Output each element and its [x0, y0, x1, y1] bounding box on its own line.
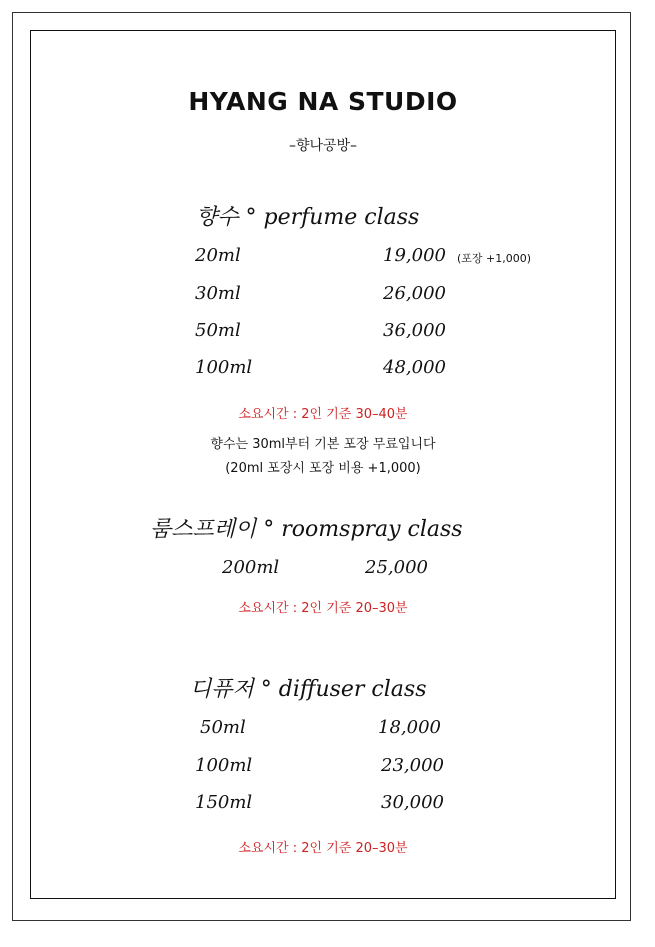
- diffuser-price-50ml: 18,000: [378, 717, 441, 738]
- diffuser-size-50ml: 50ml: [200, 717, 246, 738]
- roomspray-class-title: 룸스프레이 ° roomspray class: [150, 517, 463, 542]
- studio-subtitle: –향나공방–: [288, 138, 358, 154]
- diffuser-size-150ml: 150ml: [195, 792, 253, 813]
- perfume-price-20ml: 19,000: [383, 245, 446, 266]
- roomspray-duration: 소요시간 : 2인 기준 20–30분: [238, 601, 408, 616]
- roomspray-price-200ml: 25,000: [365, 557, 428, 578]
- perfume-info-line1: 향수는 30ml부터 기본 포장 무료입니다: [210, 437, 436, 452]
- diffuser-price-150ml: 30,000: [381, 792, 444, 813]
- perfume-duration: 소요시간 : 2인 기준 30–40분: [238, 407, 408, 422]
- perfume-size-30ml: 30ml: [195, 283, 241, 304]
- perfume-size-100ml: 100ml: [195, 357, 253, 378]
- perfume-info-line2: (20ml 포장시 포장 비용 +1,000): [225, 461, 421, 476]
- perfume-size-50ml: 50ml: [195, 320, 241, 341]
- diffuser-duration: 소요시간 : 2인 기준 20–30분: [238, 841, 408, 856]
- perfume-price-30ml: 26,000: [383, 283, 446, 304]
- perfume-class-title: 향수 ° perfume class: [196, 205, 420, 230]
- diffuser-class-title: 디퓨저 ° diffuser class: [190, 677, 427, 702]
- perfume-size-20ml: 20ml: [195, 245, 241, 266]
- perfume-price-50ml: 36,000: [383, 320, 446, 341]
- diffuser-price-100ml: 23,000: [381, 755, 444, 776]
- roomspray-size-200ml: 200ml: [222, 557, 280, 578]
- perfume-wrap-note: (포장 +1,000): [457, 252, 532, 265]
- perfume-price-100ml: 48,000: [383, 357, 446, 378]
- diffuser-size-100ml: 100ml: [195, 755, 253, 776]
- studio-title: HYANG NA STUDIO: [188, 87, 458, 116]
